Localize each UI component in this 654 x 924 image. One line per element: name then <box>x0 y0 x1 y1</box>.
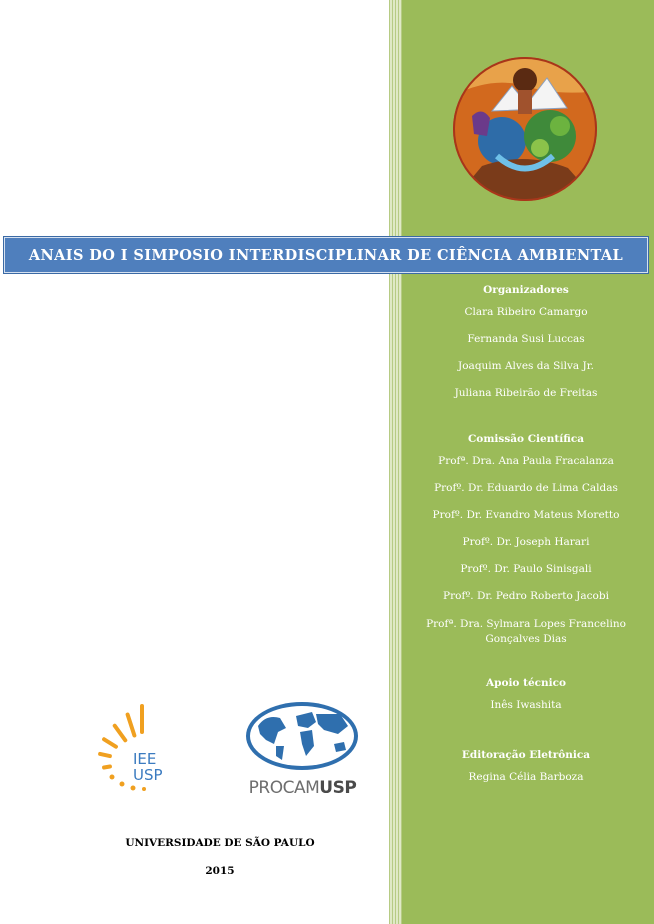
technical-support-heading: Apoio técnico <box>485 677 567 689</box>
committee-member-line: Profª. Dra. Sylmara Lopes Francelino <box>426 618 626 630</box>
world-map-icon <box>240 698 365 776</box>
document-title-banner <box>3 236 649 274</box>
document-title: ANAIS DO I SIMPOSIO INTERDISCIPLINAR DE CIÊNCIA AMBIENTAL <box>28 246 624 264</box>
committee-member-line: Gonçalves Dias <box>485 633 567 645</box>
organizer-name: Fernanda Susi Luccas <box>467 333 585 345</box>
usp-bold-text: USP <box>319 778 357 798</box>
organizers-heading: Organizadores <box>483 284 569 296</box>
procam-usp-text <box>240 778 365 798</box>
electronic-editing-heading: Editoração Eletrônica <box>461 749 591 761</box>
committee-member: Profª. Dra. Ana Paula Fracalanza <box>438 455 614 467</box>
decorative-stripes <box>389 0 402 924</box>
university-name: UNIVERSIDADE DE SÃO PAULO <box>125 837 315 849</box>
committee-member: Profº. Dr. Pedro Roberto Jacobi <box>443 590 609 602</box>
credits-column <box>410 281 642 791</box>
committee-heading: Comissão Científica <box>467 433 585 445</box>
organizer-name: Clara Ribeiro Camargo <box>464 306 588 318</box>
committee-member: Profº. Dr. Joseph Harari <box>462 536 590 548</box>
procam-text: PROCAM <box>248 778 320 798</box>
committee-member <box>410 610 642 647</box>
committee-member: Profº. Dr. Evandro Mateus Moretto <box>432 509 620 521</box>
electronic-editing-name: Regina Célia Barboza <box>468 771 584 783</box>
committee-member: Profº. Dr. Eduardo de Lima Caldas <box>434 482 618 494</box>
technical-support-name: Inês Iwashita <box>490 699 562 711</box>
iee-usp-logo <box>95 700 190 800</box>
organizer-name: Joaquim Alves da Silva Jr. <box>458 360 594 372</box>
publication-year: 2015 <box>205 865 235 877</box>
procam-usp-logo <box>240 698 365 802</box>
symposium-emblem-image <box>452 56 598 202</box>
iee-text: IEE <box>133 750 157 768</box>
usp-text: USP <box>133 766 163 784</box>
committee-member: Profº. Dr. Paulo Sinisgali <box>460 563 592 575</box>
organizer-name: Juliana Ribeirão de Freitas <box>454 387 598 399</box>
